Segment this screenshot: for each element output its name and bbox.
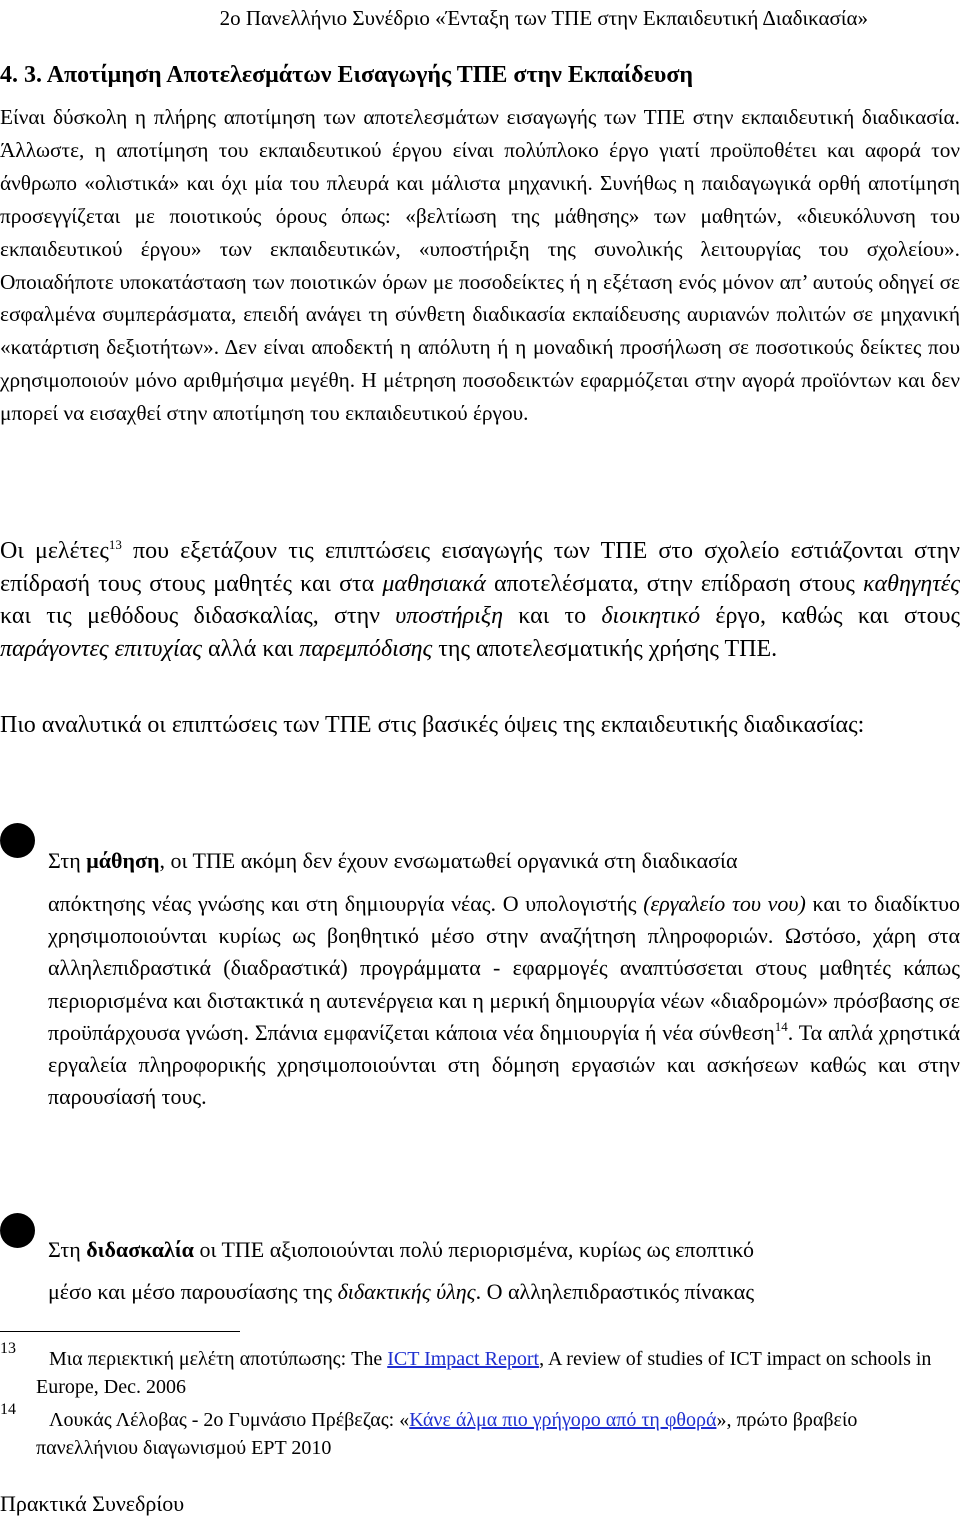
text-run: . Ο αλληλεπιδραστικός πίνακας [475,1279,755,1304]
emphasis-teachers: καθηγητές [863,570,960,597]
text-run: Οι μελέτες [0,538,109,564]
text-run: Στη [48,1237,87,1262]
footnote-14 [36,1407,960,1462]
text-run: και το [503,603,602,629]
bold-term-learning: μάθηση [86,848,160,873]
project-title-link[interactable]: Κάνε άλμα πιο γρήγορο από τη φθορά [409,1409,717,1431]
emphasis-administrative: διοικητικό [601,603,701,629]
text-run: και το διαδίκτυο χρησιμοποιούνται κυρίως ως βοηθητικό μέσο στην αναζήτηση πληροφοριών. Ωστόσο, χάρη στα αλληλεπιδραστικά (διαδραστικά) προγράμματα - εφαρμογές αναπτύσσεται στους μαθητές κάπως περιορισμένα και διστακτικά η αυτενέργεια και η μερική δημιουργία νέων «διαδρομών» πρόσβασης σε προϋπάρχουσα γνώση. Σπάνια εμφανίζεται κάποια νέα δημιουργία ή νέα σύνθεση [48,891,960,1045]
text-run: , οι ΤΠΕ ακόμη δεν έχουν ενσωματωθεί οργανικά στη διαδικασία [159,848,738,873]
text-run: Μια περιεκτική μελέτη αποτύπωσης: The [49,1348,388,1370]
bullet-teaching-body [48,1276,960,1308]
text-run: , A review of studies of ICT impact on schools in Europe, Dec. 2006 [36,1348,932,1398]
page-footer: Πρακτικά Συνεδρίου [0,1491,185,1516]
bullet-dot-icon [0,1213,35,1248]
section-number: 4. 3. [0,62,42,88]
text-run: που εξετάζουν τις επιπτώσεις εισαγωγής των ΤΠΕ στο σχολείο εστιάζονται στην επίδρασή τους στους μαθητές και στα [0,538,960,597]
emphasis-support: υποστήριξη [395,603,503,629]
footnote-13 [36,1346,960,1401]
running-header: 2ο Πανελλήνιο Συνέδριο «Ένταξη των ΤΠΕ στην Εκπαιδευτική Διαδικασία» [219,6,868,30]
paragraph-intro-list: Πιο αναλυτικά οι επιπτώσεις των ΤΠΕ στις βασικές όψεις της εκπαιδευτικής διαδικασίας: [0,712,865,738]
bullet-learning-first-line [48,845,960,877]
text-run: . Τα απλά χρηστικά εργαλεία πληροφορικής χρησιμοποιούνται στη δόμηση εργασιών και ασκήσεων καθώς και στην παρουσίασή τους. [48,1019,960,1110]
text-run: απόκτησης νέας γνώσης και στη δημιουργία νέας. Ο υπολογιστής [48,891,644,916]
emphasis-learning: μαθησιακά [382,570,486,597]
bullet-teaching-first-line [48,1234,960,1266]
emphasis-success-factors: παράγοντες επιτυχίας [0,635,202,662]
emphasis-obstruction: παρεμπόδισης [299,635,433,662]
footnote-ref-14[interactable]: 14 [774,1018,788,1034]
text-run: », πρώτο βραβείο πανελλήνιου διαγωνισμού ΕΡΤ 2010 [36,1409,858,1459]
ict-impact-report-link[interactable]: ICT Impact Report [387,1348,540,1370]
paragraph-studies [0,535,960,665]
text-run: Λουκάς Λέλοβας - 2ο Γυμνάσιο Πρέβεζας: « [49,1409,410,1431]
text-run: αποτελέσματα, στην επίδραση στους [485,570,864,597]
text-run: μέσο και μέσο παρουσίασης της [48,1279,338,1304]
footnote-number: 13 [0,1340,16,1357]
text-run: οι ΤΠΕ αξιοποιούνται πολύ περιορισμένα, κυρίως ως εποπτικό [193,1237,754,1262]
footnote-separator [0,1331,240,1332]
paragraph-evaluation: Είναι δύσκολη η πλήρης αποτίμηση των αποτελεσμάτων εισαγωγής των ΤΠΕ στην εκπαιδευτική διαδικασία. Άλλωστε, η αποτίμηση του εκπαιδευτικού έργου είναι πολύπλοκο έργο γιατί προϋποθέτει και αφορά τον άνθρωπο «ολιστικά» και όχι μία του πλευρά και μάλιστα μηχανική. Συνήθως η παιδαγωγικά ορθή αποτίμηση προσεγγίζεται με ποιοτικούς όρους όπως: «βελτίωση της μάθησης» των μαθητών, «διευκόλυνση του εκπαιδευτικού έργου» των εκπαιδευτικών, «υποστήριξη της συνολικής λειτουργίας του σχολείου». Οποιαδήποτε υποκατάσταση των ποιοτικών όρων με ποσοδείκτες ή η εξέταση ενός μόνον απ’ αυτούς οδηγεί σε εσφαλμένα συμπεράσματα, επειδή ανάγει τη σύνθετη διαδικασία εκπαίδευσης αυριανών πολιτών σε μηχανική «κατάρτιση δεξιοτήτων». Δεν είναι αποδεκτή η απόλυτη ή η μοναδική προσήλωση σε ποσοτικούς δείκτες που χρησιμοποιούν μόνο αριθμήσιμα μεγέθη. Η μέτρηση ποσοδεικτών εφαρμόζεται στην αγορά προϊόντων και δεν μπορεί να εισαχθεί στην αποτίμηση του εκπαιδευτικού έργου. [0,105,960,426]
bold-term-teaching: διδασκαλία [86,1237,194,1262]
bullet-learning-body [48,888,960,1113]
emphasis-teaching-material: διδακτικής ύλης [337,1279,476,1304]
bullet-dot-icon [0,823,35,858]
text-run: έργο, καθώς και στους [700,603,960,629]
text-run: και τις μεθόδους διδασκαλίας, στην [0,603,396,629]
text-run: της αποτελεσματικής χρήσης ΤΠΕ. [432,635,778,662]
footnote-ref-13[interactable]: 13 [108,537,122,552]
text-run: αλλά και [201,635,300,662]
section-title: Αποτίμηση Αποτελεσμάτων Εισαγωγής ΤΠΕ στην Εκπαίδευση [46,62,694,88]
section-heading [0,60,960,90]
emphasis-tool-of-mind: (εργαλείο του νου) [643,891,806,916]
text-run: Στη [48,848,87,873]
footnote-number: 14 [0,1401,16,1418]
